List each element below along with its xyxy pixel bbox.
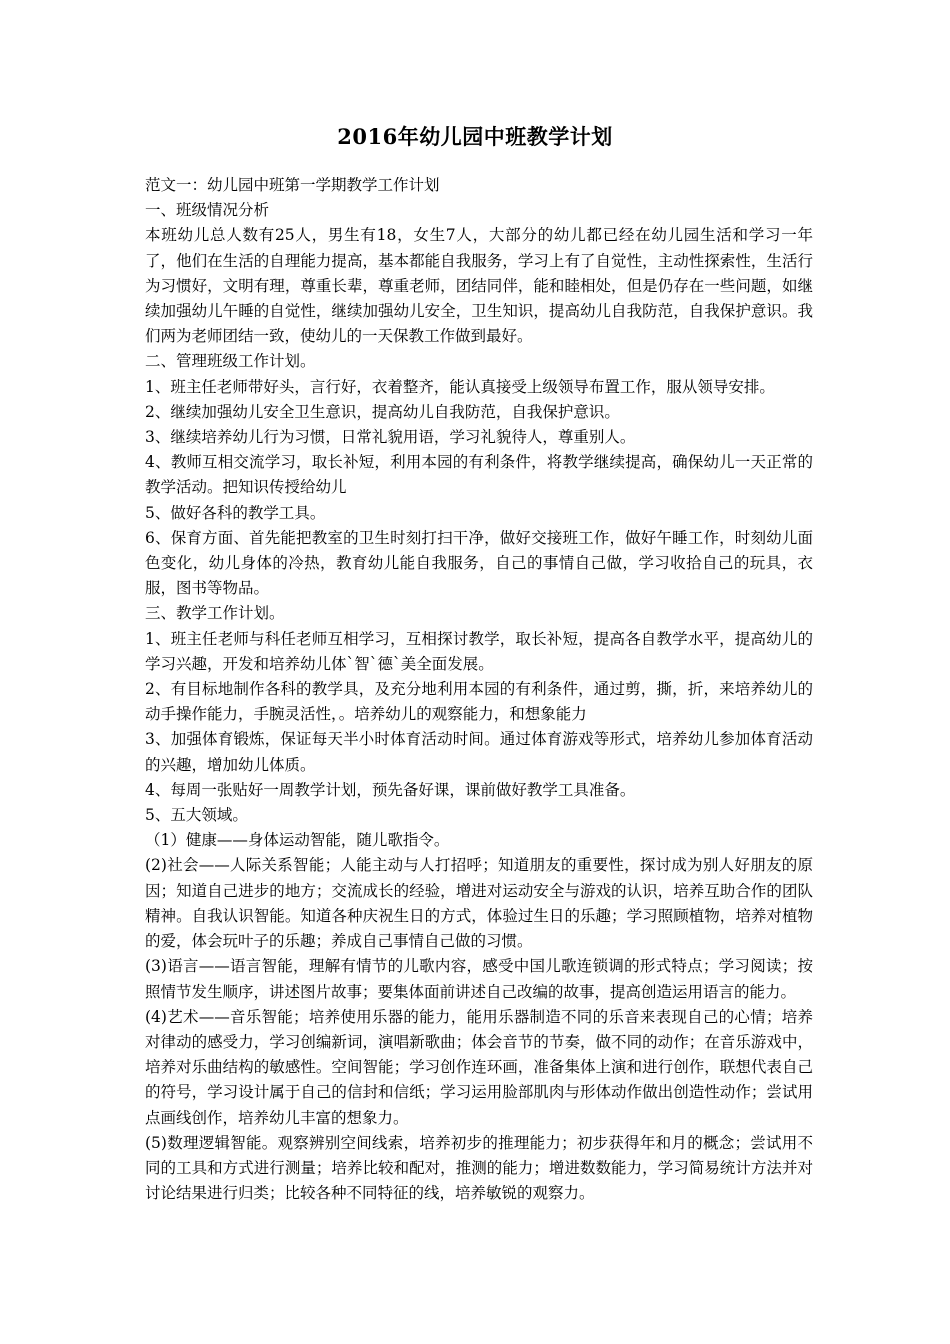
section-heading-class-management: 二、管理班级工作计划。 [145,352,316,371]
section-heading-class-analysis: 一、班级情况分析 [145,201,270,220]
list-item-teaching-5: 5、五大领域。 [145,806,248,825]
document-title: 2016年幼儿园中班教学计划 [337,124,613,149]
paragraph-class-analysis: 本班幼儿总人数有25人，男生有18，女生7人，大部分的幼儿都已经在幼儿园生活和学习一年了，他们在生活的自理能力提高，基本都能自我服务，学习上有了自觉性，主动性探索性，生活行为习惯好，文明有理，尊重长辈，尊重老师，团结同伴，能和睦相处，但是仍存在一些问题，如继续加强幼儿午睡的自觉性，继续加强幼儿安全，卫生知识，提高幼儿自我防范，自我保护意识。我们两为老师团结一致，使幼儿的一天保教工作做到最好。 [145,226,813,346]
section-heading-teaching-plan: 三、教学工作计划。 [145,604,285,623]
domain-item-logic: (5)数理逻辑智能。观察辨别空间线索，培养初步的推理能力；初步获得年和月的概念；尝试用不同的工具和方式进行测量；培养比较和配对，推测的能力；增进数数能力，学习简易统计方法并对讨论结果进行归类；比较各种不同特征的线，培养敏锐的观察力。 [145,1133,813,1203]
list-item-teaching-4: 4、每周一张贴好一周教学计划，预先备好课，课前做好教学工具准备。 [145,780,636,799]
list-item-management-5: 5、做好各科的教学工具。 [145,503,326,522]
list-item-management-3: 3、继续培养幼儿行为习惯，日常礼貌用语，学习礼貌待人，尊重别人。 [145,428,636,447]
list-item-teaching-1: 1、班主任老师与科任老师互相学习，互相探讨教学，取长补短，提高各自教学水平，提高幼儿的学习兴趣，开发和培养幼儿体`智`德`美全面发展。 [145,629,813,673]
list-item-management-2: 2、继续加强幼儿安全卫生意识，提高幼儿自我防范，自我保护意识。 [145,402,620,421]
list-item-teaching-2: 2、有目标地制作各科的教学具，及充分地利用本园的有利条件，通过剪，撕，折，来培养幼儿的动手操作能力，手腕灵活性，。培养幼儿的观察能力，和想象能力 [145,680,813,724]
domain-item-society: (2)社会——人际关系智能；人能主动与人打招呼；知道朋友的重要性，探讨成为别人好朋友的原因；知道自己进步的地方；交流成长的经验，增进对运动安全与游戏的认识，培养互助合作的团队精神。自我认识智能。知道各种庆祝生日的方式，体验过生日的乐趣；学习照顾植物，培养对植物的爱，体会玩叶子的乐趣；养成自己事情自己做的习惯。 [145,856,813,951]
document-body [145,173,813,1206]
section-heading-sample: 范文一：幼儿园中班第一学期教学工作计划 [145,176,440,194]
list-item-teaching-3: 3、加强体育锻炼，保证每天半小时体育活动时间。通过体育游戏等形式，培养幼儿参加体育活动的兴趣，增加幼儿体质。 [145,730,813,774]
list-item-management-6: 6、保育方面、首先能把教室的卫生时刻打扫干净，做好交接班工作，做好午睡工作，时刻幼儿面色变化，幼儿身体的冷热，教育幼儿能自我服务，自己的事情自己做，学习收拾自己的玩具，衣服，图书等物品。 [145,528,813,598]
domain-item-language: (3)语言——语言智能，理解有情节的儿歌内容，感受中国儿歌连锁调的形式特点；学习阅读；按照情节发生顺序，讲述图片故事；要集体面前讲述自己改编的故事，提高创造运用语言的能力。 [145,957,813,1001]
domain-item-art: (4)艺术——音乐智能；培养使用乐器的能力，能用乐器制造不同的乐音来表现自己的心情；培养对律动的感受力，学习创编新词，演唱新歌曲；体会音节的节奏，做不同的动作；在音乐游戏中，培养对乐曲结构的敏感性。空间智能；学习创作连环画，准备集体上演和进行创作，联想代表自己的符号，学习设计属于自己的信封和信纸；学习运用脸部肌肉与形体动作做出创造性动作；尝试用点画线创作，培养幼儿丰富的想象力。 [145,1007,813,1127]
list-item-management-4: 4、教师互相交流学习，取长补短，利用本园的有利条件，将教学继续提高，确保幼儿一天正常的教学活动。把知识传授给幼儿 [145,453,813,497]
list-item-management-1: 1、班主任老师带好头，言行好，衣着整齐，能认真接受上级领导布置工作，服从领导安排。 [145,377,775,396]
domain-item-health: （1）健康——身体运动智能，随儿歌指令。 [145,831,450,850]
